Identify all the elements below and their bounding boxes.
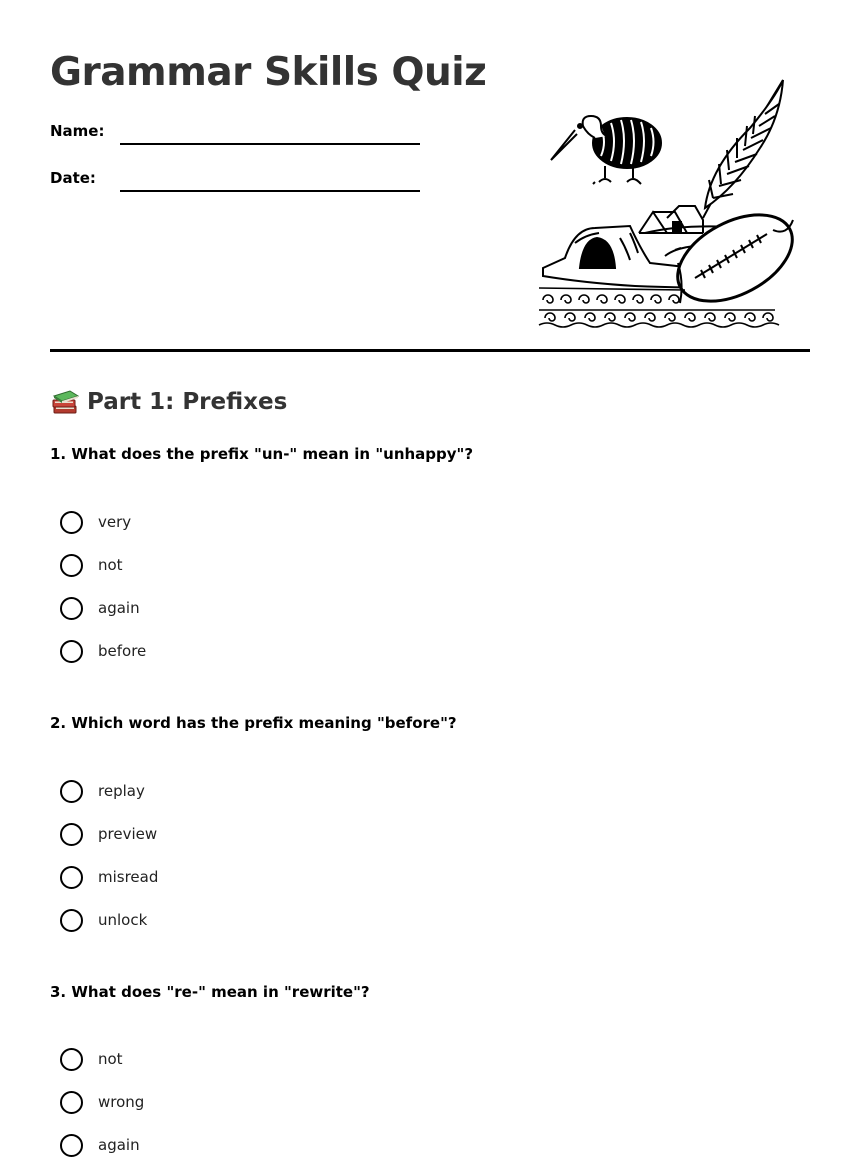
name-label: Name:: [50, 122, 105, 140]
q2-option-misread[interactable]: [60, 864, 158, 890]
radio-button[interactable]: [60, 1091, 83, 1114]
option-label: not: [98, 556, 123, 574]
header-divider: [50, 349, 810, 352]
option-label: before: [98, 642, 147, 660]
q2-option-unlock[interactable]: [60, 907, 147, 933]
q2-option-replay[interactable]: [60, 778, 145, 804]
radio-button[interactable]: [60, 640, 83, 663]
question-2: 2. Which word has the prefix meaning "before"?: [50, 714, 457, 732]
date-field[interactable]: [50, 165, 430, 195]
header-illustration: [535, 78, 800, 328]
radio-button[interactable]: [60, 780, 83, 803]
name-field[interactable]: [50, 118, 430, 148]
date-blank-line[interactable]: [120, 190, 420, 192]
option-label: again: [98, 1136, 140, 1154]
q3-option-not[interactable]: [60, 1046, 123, 1072]
feather-icon: [703, 80, 783, 218]
date-label: Date:: [50, 169, 96, 187]
page-title: Grammar Skills Quiz: [50, 50, 487, 95]
q1-option-not[interactable]: [60, 552, 123, 578]
question-1: 1. What does the prefix "un-" mean in "unhappy"?: [50, 445, 474, 463]
q2-option-preview[interactable]: [60, 821, 157, 847]
radio-button[interactable]: [60, 597, 83, 620]
radio-button[interactable]: [60, 909, 83, 932]
rugby-ball-icon: [663, 197, 800, 319]
name-blank-line[interactable]: [120, 143, 420, 145]
section-title-text: Part 1: Prefixes: [87, 389, 288, 415]
option-label: unlock: [98, 911, 148, 929]
option-label: very: [98, 513, 132, 531]
question-3: 3. What does "re-" mean in "rewrite"?: [50, 983, 370, 1001]
q3-option-again[interactable]: [60, 1132, 140, 1158]
radio-button[interactable]: [60, 866, 83, 889]
option-label: misread: [98, 868, 159, 886]
section-title: [50, 388, 287, 416]
option-label: replay: [98, 782, 145, 800]
radio-button[interactable]: [60, 1048, 83, 1071]
q1-option-again[interactable]: [60, 595, 140, 621]
books-icon: [50, 388, 80, 416]
radio-button[interactable]: [60, 511, 83, 534]
q3-option-wrong[interactable]: [60, 1089, 144, 1115]
radio-button[interactable]: [60, 1134, 83, 1157]
radio-button[interactable]: [60, 823, 83, 846]
q1-option-before[interactable]: [60, 638, 146, 664]
q1-option-very[interactable]: [60, 509, 131, 535]
option-label: again: [98, 599, 140, 617]
option-label: not: [98, 1050, 123, 1068]
option-label: preview: [98, 825, 158, 843]
option-label: wrong: [98, 1093, 145, 1111]
radio-button[interactable]: [60, 554, 83, 577]
kiwi-icon: [551, 116, 661, 184]
